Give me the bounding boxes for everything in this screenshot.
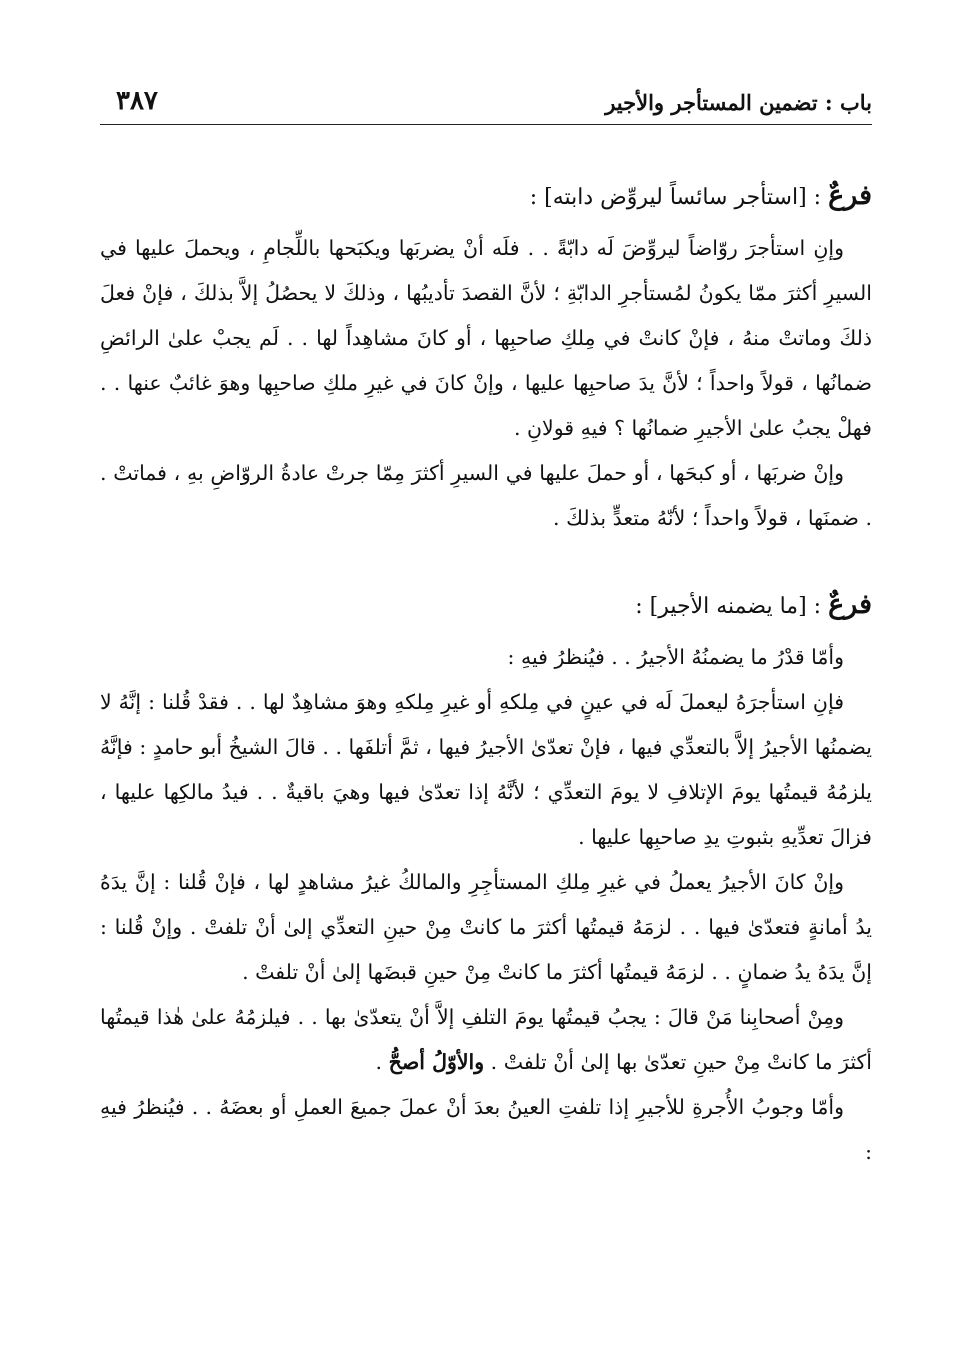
paragraph: وإنِ استأجرَ روّاضاً ليروِّضَ لَه دابّةً . . فلَه أنْ يضربَها ويكبَحها باللِّجامِ ، ويحملَ عليها في السيرِ أكثرَ ممّا يكونُ لمُستأجرِ الدابّةِ ؛ لأنَّ القصدَ تأديبُها ، وذلكَ لا يحصُلُ إلاَّ بذلكَ ، فإنْ فعلَ ذلكَ وماتتْ منهُ ، فإنْ كانتْ في مِلكِ صاحبِها ، أو كانَ مشاهِداً لها . . لَم يجبْ علىٰ الرائضِ ضمانُها ، قولاً واحداً ؛ لأنَّ يدَ صاحبِها عليها ، وإنْ كانَ في غيرِ ملكِ صاحبِها وهوَ غائبٌ عنها . . فهلْ يجبُ علىٰ الأجيرِ ضمانُها ؟ فيهِ قولانِ . <box>100 236 872 440</box>
paragraph: وأمّا قدْرُ ما يضمنُهُ الأجيرُ . . فيُنظرُ فيهِ : <box>507 645 844 669</box>
far3-label: فرعٌ <box>828 180 872 211</box>
far3-label: فرعٌ <box>828 589 872 620</box>
paragraph: وإنْ ضربَها ، أو كبحَها ، أو حملَ عليها في السيرِ أكثرَ مِمّا جرتْ عادةُ الروّاضِ بهِ ، فماتتْ . . ضمنَها ، قولاً واحداً ؛ لأنّهُ متعدٍّ بذلكَ . <box>100 461 872 530</box>
section-heading <box>100 587 872 625</box>
section-title: : [استأجر سائساً ليروِّض دابته] : <box>529 185 829 210</box>
paragraph: وإنْ كانَ الأجيرُ يعملُ في غيرِ مِلكِ المستأجِرِ والمالكُ غيرُ مشاهدٍ لها ، فإنْ قُلنا : إنَّ يدَهُ يدُ أمانةٍ فتعدّىٰ فيها . . لزمَهُ قيمتُها أكثرَ ما كانتْ مِنْ حينِ التعدِّي إلىٰ أنْ تلفتْ . وإنْ قُلنا : إنَّ يدَهُ يدُ ضمانٍ . . لزمَهُ قيمتُها أكثرَ ما كانتْ مِنْ حينِ قبضَها إلىٰ أنْ تلفتْ . <box>100 870 872 984</box>
running-title: باب : تضمين المستأجر والأجير <box>605 90 872 115</box>
paragraph: وأمّا وجوبُ الأُجرةِ للأجيرِ إذا تلفتِ العينُ بعدَ أنْ عملَ جميعَ العملِ أو بعضَهُ . . فيُنظرُ فيهِ : <box>100 1095 872 1164</box>
paragraph <box>100 995 872 1085</box>
section-title: : [ما يضمنه الأجير] : <box>635 594 829 619</box>
paragraph-end: . <box>375 1050 389 1074</box>
page-number: ٣٨٧ <box>116 86 158 116</box>
paragraph: فإنِ استأجرَهُ ليعملَ لَه في عينٍ في مِلكهِ أو غيرِ مِلكهِ وهوَ مشاهِدٌ لها . . فقدْ قُلنا : إنَّهُ لا يضمنُها الأجيرُ إلاَّ بالتعدِّي فيها ، فإنْ تعدّىٰ الأجيرُ فيها ، ثمَّ أتلفَها . . قالَ الشيخُ أبو حامدٍ : فإنَّهُ يلزمُهُ قيمتُها يومَ الإتلافِ لا يومَ التعدِّي ؛ لأنَّهُ إذا تعدّىٰ فيها وهيَ باقيةٌ . . فيدُ مالكِها عليها ، فزالَ تعدِّيهِ بثبوتِ يدِ صاحبِها عليها . <box>100 690 872 849</box>
preferred-opinion: والأوّلُ أصحُّ <box>388 1050 485 1074</box>
section-heading <box>100 178 872 216</box>
paragraph-text: ومِنْ أصحابِنا مَنْ قالَ : يجبُ قيمتُها يومَ التلفِ إلاَّ أنْ يتعدّىٰ بها . . فيلزمُهُ علىٰ هٰذا قيمتُها أكثرَ ما كانتْ مِنْ حينِ تعدّىٰ بها إلىٰ أنْ تلفتْ . <box>100 1005 872 1074</box>
page-body <box>100 178 872 1175</box>
page-header <box>100 82 872 125</box>
